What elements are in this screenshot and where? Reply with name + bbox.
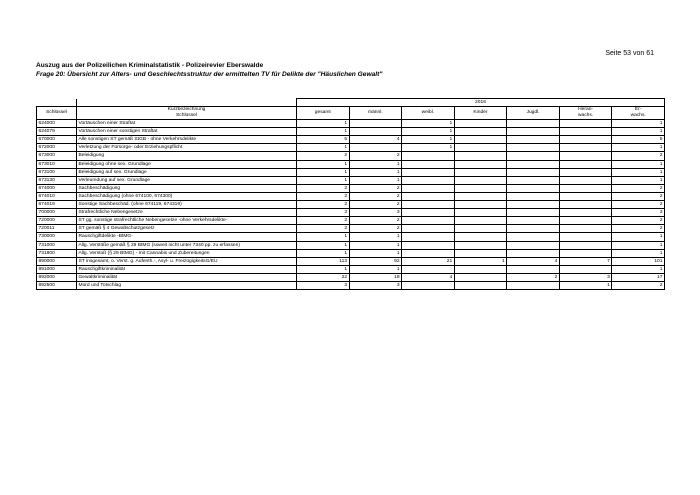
cell-key: 674010 bbox=[37, 192, 77, 200]
cell-key: 673010 bbox=[37, 160, 77, 168]
cell-key: 891000 bbox=[37, 265, 77, 273]
cell-kinder bbox=[454, 281, 507, 289]
cell-kinder bbox=[454, 273, 507, 281]
cell-name: Sachbeschädigung (ohne 674100, 674300) bbox=[77, 192, 297, 200]
cell-key: 673000 bbox=[37, 152, 77, 160]
cell-gesamt: 2 bbox=[297, 225, 350, 233]
table-row bbox=[37, 225, 665, 233]
cell-weibl: 4 bbox=[402, 273, 455, 281]
cell-jugdl: 4 bbox=[507, 257, 560, 265]
table-row bbox=[37, 120, 665, 128]
table-row bbox=[37, 144, 665, 152]
table-row bbox=[37, 249, 665, 257]
cell-erw: 2 bbox=[612, 184, 665, 192]
cell-weibl bbox=[402, 184, 455, 192]
cell-heranw bbox=[559, 217, 612, 225]
cell-gesamt: 1 bbox=[297, 144, 350, 152]
cell-weibl bbox=[402, 225, 455, 233]
cell-key: 731800 bbox=[37, 249, 77, 257]
cell-name: ST insgesamt, o. Verst. g. Aufenth.-, Asyl- u. FreizügigkeitsG/EU bbox=[77, 257, 297, 265]
header-blank-name bbox=[77, 99, 297, 107]
table-row bbox=[37, 168, 665, 176]
cell-kinder bbox=[454, 201, 507, 209]
table-row bbox=[37, 209, 665, 217]
cell-erw: 1 bbox=[612, 128, 665, 136]
table-row bbox=[37, 281, 665, 289]
cell-erw: 1 bbox=[612, 249, 665, 257]
document-subtitle: Frage 20: Übersicht zur Alters- und Geschlechtsstruktur der ermittelten TV für Delikte der "Häuslichen Gewalt" bbox=[36, 71, 383, 78]
cell-name: ST gemäß § 4 Gewaltschutzgesetz bbox=[77, 225, 297, 233]
cell-gesamt: 2 bbox=[297, 201, 350, 209]
cell-kinder bbox=[454, 265, 507, 273]
cell-key: 720011 bbox=[37, 225, 77, 233]
table-row bbox=[37, 233, 665, 241]
cell-gesamt: 5 bbox=[297, 136, 350, 144]
cell-weibl bbox=[402, 176, 455, 184]
cell-gesamt: 1 bbox=[297, 168, 350, 176]
cell-maennl: 1 bbox=[349, 160, 402, 168]
cell-name: Rauschgiftdelikte -BtMG- bbox=[77, 233, 297, 241]
year-header: 2016 bbox=[297, 99, 665, 107]
cell-heranw bbox=[559, 265, 612, 273]
table-row bbox=[37, 160, 665, 168]
cell-erw: 2 bbox=[612, 201, 665, 209]
cell-kinder bbox=[454, 241, 507, 249]
cell-key: 624079 bbox=[37, 128, 77, 136]
cell-erw: 17 bbox=[612, 273, 665, 281]
cell-key: 731000 bbox=[37, 241, 77, 249]
cell-key: 892000 bbox=[37, 273, 77, 281]
cell-name: ST gg. sonstige strafrechtliche Nebengesetze -ohne Verkehrsdelikte- bbox=[77, 217, 297, 225]
cell-weibl bbox=[402, 168, 455, 176]
cell-gesamt: 3 bbox=[297, 209, 350, 217]
cell-kinder bbox=[454, 249, 507, 257]
cell-jugdl bbox=[507, 281, 560, 289]
cell-jugdl bbox=[507, 225, 560, 233]
table-row bbox=[37, 176, 665, 184]
cell-maennl: 1 bbox=[349, 241, 402, 249]
cell-maennl: 2 bbox=[349, 184, 402, 192]
table-row bbox=[37, 265, 665, 273]
cell-key: 892500 bbox=[37, 281, 77, 289]
cell-name: Vortäuschen einer Straftat bbox=[77, 120, 297, 128]
cell-maennl: 1 bbox=[349, 168, 402, 176]
cell-gesamt: 1 bbox=[297, 233, 350, 241]
cell-key: 700000 bbox=[37, 209, 77, 217]
cell-kinder bbox=[454, 192, 507, 200]
cell-kinder bbox=[454, 176, 507, 184]
cell-erw: 1 bbox=[612, 176, 665, 184]
cell-kinder bbox=[454, 136, 507, 144]
cell-name: Verleumdung auf sex. Grundlage bbox=[77, 176, 297, 184]
cell-weibl bbox=[402, 201, 455, 209]
table-row bbox=[37, 241, 665, 249]
cell-jugdl bbox=[507, 128, 560, 136]
column-header-maennl: männl. bbox=[349, 107, 402, 120]
cell-erw: 1 bbox=[612, 120, 665, 128]
cell-weibl bbox=[402, 233, 455, 241]
cell-jugdl bbox=[507, 184, 560, 192]
cell-kinder: 1 bbox=[454, 257, 507, 265]
cell-maennl: 3 bbox=[349, 209, 402, 217]
cell-name: Beleidigung ohne sex. Grundlage bbox=[77, 160, 297, 168]
cell-erw: 1 bbox=[612, 241, 665, 249]
cell-name: Sachbeschädigung bbox=[77, 184, 297, 192]
table-row bbox=[37, 136, 665, 144]
cell-maennl: 2 bbox=[349, 201, 402, 209]
cell-gesamt: 2 bbox=[297, 152, 350, 160]
cell-gesamt: 1 bbox=[297, 160, 350, 168]
column-header-name: Kurzbezeichnung Schlüssel bbox=[77, 107, 297, 120]
cell-heranw bbox=[559, 176, 612, 184]
cell-name: Sonstige Sachbeschäd. (ohne 674119, 674319) bbox=[77, 201, 297, 209]
cell-weibl bbox=[402, 249, 455, 257]
header bbox=[36, 61, 676, 79]
cell-erw: 1 bbox=[612, 160, 665, 168]
cell-key: 674019 bbox=[37, 201, 77, 209]
cell-heranw: 7 bbox=[559, 257, 612, 265]
cell-name: Rauschgiftkriminalität bbox=[77, 265, 297, 273]
cell-gesamt: 1 bbox=[297, 265, 350, 273]
cell-key: 672000 bbox=[37, 144, 77, 152]
cell-gesamt: 1 bbox=[297, 241, 350, 249]
cell-heranw bbox=[559, 192, 612, 200]
cell-gesamt: 2 bbox=[297, 192, 350, 200]
cell-jugdl bbox=[507, 265, 560, 273]
cell-heranw bbox=[559, 160, 612, 168]
cell-erw: 2 bbox=[612, 192, 665, 200]
cell-erw: 3 bbox=[612, 209, 665, 217]
table-row bbox=[37, 201, 665, 209]
cell-jugdl bbox=[507, 192, 560, 200]
cell-maennl: 18 bbox=[349, 273, 402, 281]
cell-kinder bbox=[454, 168, 507, 176]
cell-name: Verletzung der Fürsorge- oder Erziehungspflicht bbox=[77, 144, 297, 152]
header-blank-key bbox=[37, 99, 77, 107]
column-header-key: Schlüssel bbox=[37, 107, 77, 120]
cell-kinder bbox=[454, 160, 507, 168]
cell-key: 674000 bbox=[37, 184, 77, 192]
document-title: Auszug aus der Polizeilichen Kriminalstatistik - Polizeirevier Eberswalde bbox=[36, 62, 264, 69]
cell-kinder bbox=[454, 144, 507, 152]
cell-weibl bbox=[402, 217, 455, 225]
table-row bbox=[37, 128, 665, 136]
column-header-heranw: Heran- wachs. bbox=[559, 107, 612, 120]
page-number: Seite 53 von 61 bbox=[605, 50, 654, 57]
table-row bbox=[37, 257, 665, 265]
table-row bbox=[37, 192, 665, 200]
statistics-table bbox=[36, 98, 665, 290]
cell-erw: 1 bbox=[612, 168, 665, 176]
cell-jugdl bbox=[507, 144, 560, 152]
cell-heranw bbox=[559, 136, 612, 144]
cell-weibl bbox=[402, 209, 455, 217]
cell-jugdl bbox=[507, 201, 560, 209]
cell-key: 730000 bbox=[37, 233, 77, 241]
cell-gesamt: 3 bbox=[297, 281, 350, 289]
cell-heranw bbox=[559, 168, 612, 176]
cell-heranw bbox=[559, 201, 612, 209]
cell-heranw bbox=[559, 233, 612, 241]
cell-weibl: 1 bbox=[402, 128, 455, 136]
cell-kinder bbox=[454, 233, 507, 241]
cell-name: Alle sonstigen ST gemäß StGB - ohne Verkehrsdelikte bbox=[77, 136, 297, 144]
cell-weibl bbox=[402, 192, 455, 200]
cell-kinder bbox=[454, 217, 507, 225]
cell-key: 673130 bbox=[37, 176, 77, 184]
cell-gesamt: 1 bbox=[297, 176, 350, 184]
cell-heranw bbox=[559, 209, 612, 217]
cell-maennl: 1 bbox=[349, 233, 402, 241]
cell-heranw bbox=[559, 184, 612, 192]
cell-erw: 101 bbox=[612, 257, 665, 265]
cell-maennl bbox=[349, 144, 402, 152]
cell-weibl: 1 bbox=[402, 144, 455, 152]
table-row bbox=[37, 273, 665, 281]
cell-name: Allg. Verstoß (§ 29 BtMG) - mit Cannabis und Zubereitungen bbox=[77, 249, 297, 257]
cell-weibl bbox=[402, 281, 455, 289]
cell-gesamt: 2 bbox=[297, 217, 350, 225]
cell-kinder bbox=[454, 184, 507, 192]
table-row bbox=[37, 152, 665, 160]
cell-maennl: 3 bbox=[349, 281, 402, 289]
cell-heranw: 3 bbox=[559, 273, 612, 281]
cell-key: 720000 bbox=[37, 217, 77, 225]
cell-name: Allg. Verstöße gemäß § 29 BtMG (soweit nicht unter 7340 pp. zu erfassen) bbox=[77, 241, 297, 249]
cell-maennl: 1 bbox=[349, 249, 402, 257]
cell-heranw bbox=[559, 241, 612, 249]
cell-name: Gewaltkriminalität bbox=[77, 273, 297, 281]
cell-kinder bbox=[454, 209, 507, 217]
cell-heranw bbox=[559, 120, 612, 128]
cell-kinder bbox=[454, 152, 507, 160]
column-header-gesamt: gesamt bbox=[297, 107, 350, 120]
cell-name: Beleidigung auf sex. Grundlage bbox=[77, 168, 297, 176]
cell-gesamt: 1 bbox=[297, 120, 350, 128]
table-body bbox=[37, 120, 665, 290]
cell-heranw bbox=[559, 144, 612, 152]
cell-jugdl bbox=[507, 136, 560, 144]
cell-weibl: 1 bbox=[402, 120, 455, 128]
cell-weibl: 1 bbox=[402, 136, 455, 144]
cell-weibl: 21 bbox=[402, 257, 455, 265]
column-header-erw: Er- wachs. bbox=[612, 107, 665, 120]
cell-erw: 1 bbox=[612, 233, 665, 241]
cell-gesamt: 2 bbox=[297, 184, 350, 192]
column-header-kinder: Kinder bbox=[454, 107, 507, 120]
cell-kinder bbox=[454, 120, 507, 128]
cell-maennl: 1 bbox=[349, 176, 402, 184]
cell-gesamt: 113 bbox=[297, 257, 350, 265]
cell-jugdl bbox=[507, 217, 560, 225]
cell-heranw: 1 bbox=[559, 281, 612, 289]
cell-erw: 2 bbox=[612, 217, 665, 225]
column-header-weibl: weibl. bbox=[402, 107, 455, 120]
cell-key: 624000 bbox=[37, 120, 77, 128]
cell-heranw bbox=[559, 225, 612, 233]
cell-name: Vortäuschen einer sonstigen Straftat bbox=[77, 128, 297, 136]
cell-erw: 2 bbox=[612, 152, 665, 160]
cell-jugdl bbox=[507, 160, 560, 168]
cell-weibl bbox=[402, 265, 455, 273]
cell-jugdl bbox=[507, 168, 560, 176]
cell-weibl bbox=[402, 152, 455, 160]
cell-name: Mord und Totschlag bbox=[77, 281, 297, 289]
cell-erw: 2 bbox=[612, 281, 665, 289]
cell-erw: 1 bbox=[612, 144, 665, 152]
cell-kinder bbox=[454, 128, 507, 136]
cell-maennl: 2 bbox=[349, 152, 402, 160]
cell-name: Beleidigung bbox=[77, 152, 297, 160]
cell-maennl: 4 bbox=[349, 136, 402, 144]
cell-erw: 2 bbox=[612, 225, 665, 233]
cell-erw: 1 bbox=[612, 265, 665, 273]
cell-heranw bbox=[559, 128, 612, 136]
cell-jugdl bbox=[507, 209, 560, 217]
cell-jugdl bbox=[507, 120, 560, 128]
cell-maennl: 1 bbox=[349, 265, 402, 273]
cell-maennl: 2 bbox=[349, 217, 402, 225]
cell-jugdl bbox=[507, 241, 560, 249]
cell-weibl bbox=[402, 241, 455, 249]
cell-jugdl: 2 bbox=[507, 273, 560, 281]
table-row bbox=[37, 184, 665, 192]
cell-jugdl bbox=[507, 249, 560, 257]
cell-jugdl bbox=[507, 176, 560, 184]
column-header-jugdl: Jugdl. bbox=[507, 107, 560, 120]
cell-heranw bbox=[559, 152, 612, 160]
cell-maennl bbox=[349, 120, 402, 128]
cell-weibl bbox=[402, 160, 455, 168]
cell-key: 890000 bbox=[37, 257, 77, 265]
cell-erw: 5 bbox=[612, 136, 665, 144]
cell-maennl: 2 bbox=[349, 225, 402, 233]
cell-jugdl bbox=[507, 233, 560, 241]
cell-jugdl bbox=[507, 152, 560, 160]
cell-key: 670000 bbox=[37, 136, 77, 144]
cell-name: Strafrechtliche Nebengesetze bbox=[77, 209, 297, 217]
cell-gesamt: 1 bbox=[297, 249, 350, 257]
cell-maennl: 92 bbox=[349, 257, 402, 265]
cell-gesamt: 22 bbox=[297, 273, 350, 281]
cell-maennl: 2 bbox=[349, 192, 402, 200]
cell-gesamt: 1 bbox=[297, 128, 350, 136]
cell-kinder bbox=[454, 225, 507, 233]
cell-heranw bbox=[559, 249, 612, 257]
cell-key: 673100 bbox=[37, 168, 77, 176]
table-row bbox=[37, 217, 665, 225]
cell-maennl bbox=[349, 128, 402, 136]
